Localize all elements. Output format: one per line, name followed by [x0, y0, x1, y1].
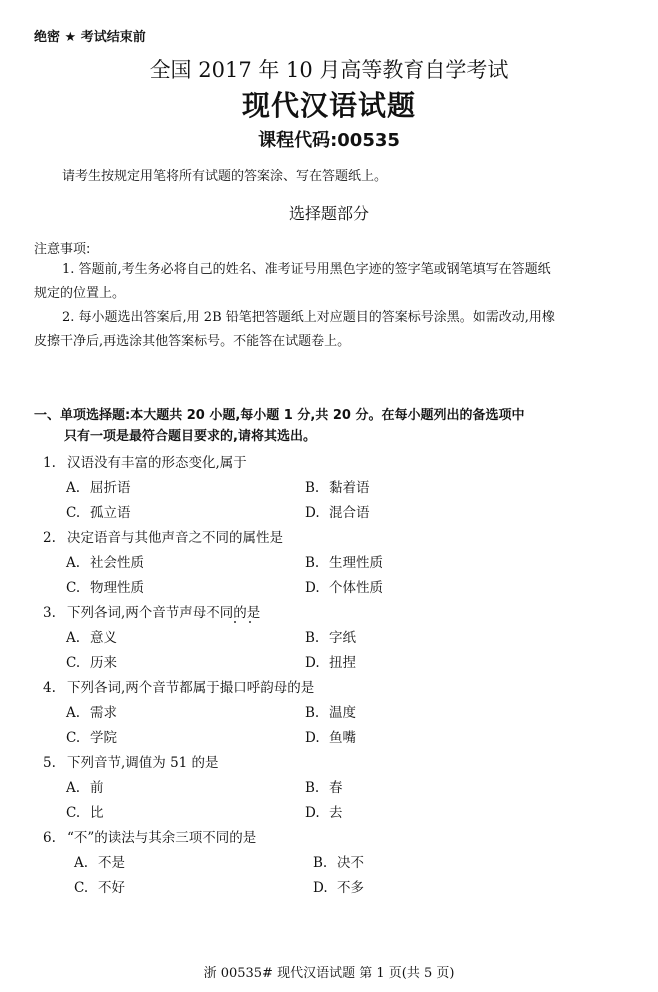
option-letter: A. — [74, 855, 89, 871]
option-text: 扭捏 — [329, 655, 356, 671]
emphasis-dot — [249, 621, 251, 623]
option-letter: D. — [305, 580, 320, 596]
option-a — [66, 701, 117, 721]
option-text: 不是 — [98, 855, 125, 871]
question-text: 决定语音与其他声音之不同的属性是 — [67, 530, 283, 546]
option-c — [66, 726, 117, 746]
option-text: 鱼嘴 — [329, 730, 356, 746]
option-letter: A. — [66, 780, 81, 796]
option-letter: D. — [305, 805, 320, 821]
option-d — [305, 801, 343, 821]
option-letter: C. — [66, 655, 81, 671]
option-b — [305, 551, 383, 571]
attention-item-2-line-2: 皮擦干净后,再选涂其他答案标号。不能答在试题卷上。 — [34, 334, 351, 349]
option-letter: A. — [66, 705, 81, 721]
option-b — [313, 851, 364, 871]
option-text: 意义 — [90, 630, 117, 646]
option-d — [305, 501, 370, 521]
option-letter: B. — [305, 555, 320, 571]
option-text: 温度 — [329, 705, 356, 721]
question-text: 汉语没有丰富的形态变化,属于 — [67, 455, 247, 471]
question-text: 下列各词,两个音节都属于撮口呼韵母的是 — [67, 680, 315, 696]
option-text: 前 — [90, 780, 104, 796]
option-text: 生理性质 — [329, 555, 383, 571]
option-a — [66, 476, 131, 496]
question-stem — [43, 751, 219, 771]
option-d — [305, 576, 383, 596]
option-text: 物理性质 — [90, 580, 144, 596]
question-stem — [43, 451, 247, 471]
question-text: 下列音节,调值为 51 的是 — [67, 755, 219, 771]
attention-item-1-line-2: 规定的位置上。 — [34, 286, 126, 301]
option-c — [66, 651, 117, 671]
option-a — [66, 551, 144, 571]
subject-title: 现代汉语试题 — [241, 89, 416, 122]
option-letter: A. — [66, 555, 81, 571]
option-text: 去 — [329, 805, 343, 821]
part-title: 选择题部分 — [288, 204, 369, 223]
option-a — [66, 626, 117, 646]
option-text: 不好 — [98, 880, 125, 896]
option-text: 孤立语 — [90, 505, 131, 521]
option-letter: C. — [74, 880, 89, 896]
option-a — [66, 776, 104, 796]
option-letter: B. — [305, 780, 320, 796]
option-d — [305, 726, 356, 746]
option-d — [313, 876, 364, 896]
option-text: 学院 — [90, 730, 117, 746]
option-letter: C. — [66, 505, 81, 521]
option-letter: C. — [66, 730, 81, 746]
secret-label: 绝密 ★ 考试结束前 — [34, 30, 146, 45]
question-stem — [43, 676, 314, 696]
question-stem — [43, 826, 256, 846]
course-code: 课程代码:00535 — [258, 130, 400, 151]
option-letter: A. — [66, 630, 81, 646]
attention-item-2-line-1: 2. 每小题选出答案后,用 2B 铅笔把答题纸上对应题目的答案标号涂黑。如需改动,用橡 — [62, 310, 555, 325]
question-text: “不”的读法与其余三项不同的是 — [67, 830, 257, 846]
option-text: 春 — [329, 780, 343, 796]
option-letter: D. — [313, 880, 328, 896]
question-number: 2. — [43, 530, 56, 546]
option-letter: B. — [305, 630, 320, 646]
option-letter: D. — [305, 655, 320, 671]
option-letter: D. — [305, 505, 320, 521]
question-stem — [43, 526, 283, 546]
option-b — [305, 776, 343, 796]
attention-item-1-line-1: 1. 答题前,考生务必将自己的姓名、准考证号用黑色字迹的签字笔或钢笔填写在答题纸 — [62, 262, 551, 277]
attention-title: 注意事项: — [34, 242, 91, 257]
option-text: 社会性质 — [90, 555, 144, 571]
exam-title: 全国 2017 年 10 月高等教育自学考试 — [149, 58, 509, 82]
option-letter: B. — [305, 705, 320, 721]
option-letter: A. — [66, 480, 81, 496]
option-text: 黏着语 — [329, 480, 370, 496]
question-number: 3. — [43, 605, 56, 621]
section-heading-line-2: 只有一项是最符合题目要求的,请将其选出。 — [64, 429, 316, 444]
option-letter: B. — [305, 480, 320, 496]
option-text: 不多 — [337, 880, 364, 896]
option-a — [74, 851, 125, 871]
option-c — [74, 876, 125, 896]
option-letter: B. — [313, 855, 328, 871]
option-text: 需求 — [90, 705, 117, 721]
question-number: 1. — [43, 455, 56, 471]
instruction-notice: 请考生按规定用笔将所有试题的答案涂、写在答题纸上。 — [62, 169, 388, 184]
option-text: 字纸 — [329, 630, 356, 646]
option-b — [305, 701, 356, 721]
option-b — [305, 476, 370, 496]
question-number: 6. — [43, 830, 56, 846]
question-text: 下列各词,两个音节声母不同的是 — [67, 605, 261, 621]
section-heading-line-1: 一、单项选择题:本大题共 20 小题,每小题 1 分,共 20 分。在每小题列出的备选项中 — [34, 408, 525, 423]
option-letter: D. — [305, 730, 320, 746]
option-c — [66, 801, 104, 821]
option-letter: C. — [66, 805, 81, 821]
option-text: 屈折语 — [90, 480, 131, 496]
option-text: 混合语 — [329, 505, 370, 521]
question-stem — [43, 601, 260, 621]
question-number: 4. — [43, 680, 56, 696]
option-text: 比 — [90, 805, 104, 821]
option-letter: C. — [66, 580, 81, 596]
emphasis-dot — [234, 621, 236, 623]
option-c — [66, 576, 144, 596]
option-text: 决不 — [337, 855, 364, 871]
option-text: 个体性质 — [329, 580, 383, 596]
question-number: 5. — [43, 755, 56, 771]
option-text: 历来 — [90, 655, 117, 671]
page-footer: 浙 00535# 现代汉语试题 第 1 页(共 5 页) — [203, 966, 455, 981]
option-b — [305, 626, 356, 646]
option-d — [305, 651, 356, 671]
option-c — [66, 501, 131, 521]
